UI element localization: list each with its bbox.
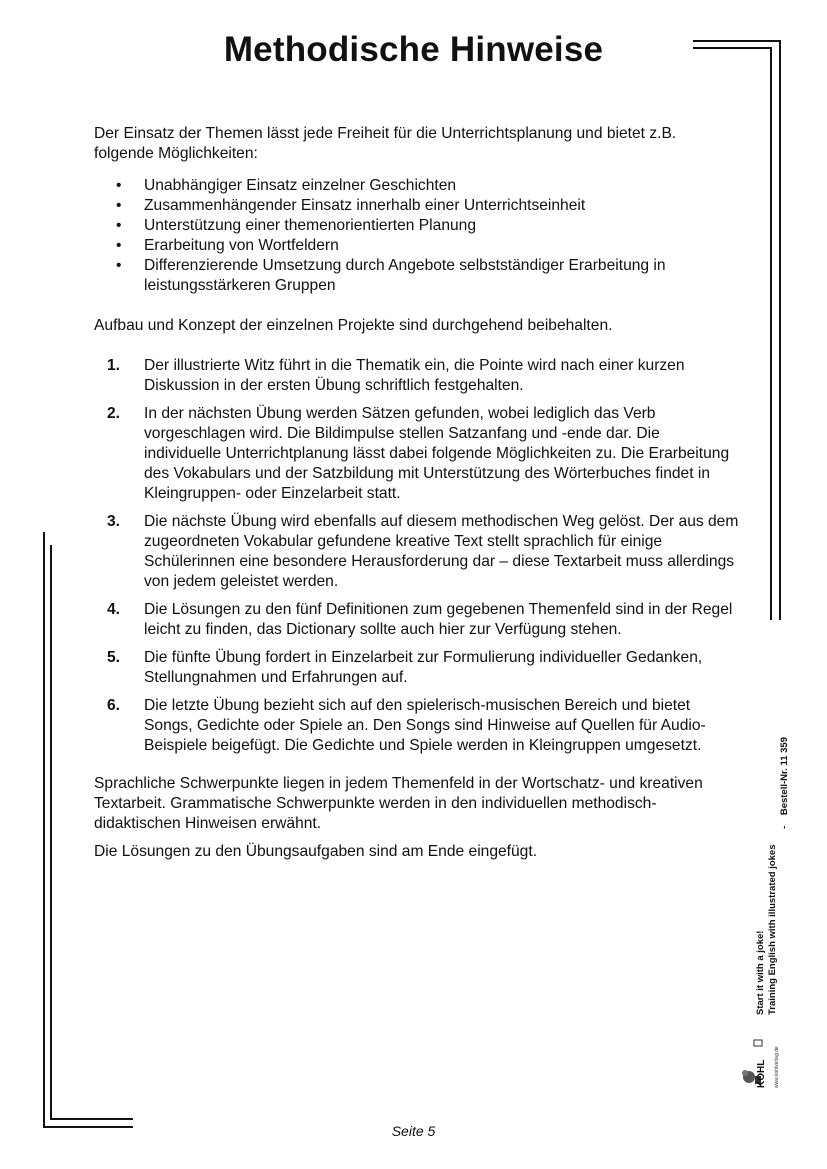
frame-bottom-left-outer-v	[43, 532, 45, 1128]
publisher-logo	[740, 1020, 790, 1090]
step-item	[94, 600, 739, 640]
step-number: 2.	[107, 405, 121, 422]
order-number: Bestell-Nr. 11 359	[779, 737, 790, 816]
possibilities-list	[94, 176, 739, 296]
bullet-icon: •	[116, 217, 122, 234]
frame-top-right-inner-v	[770, 47, 772, 620]
step-text: Die nächste Übung wird ebenfalls auf diesem methodischen Weg gelöst. Der aus dem zugeordneten Vokabular gefundene kreative Text stellt sprachlich für einige Schülerinnen eine besondere Herausforderung dar – diese Textarbeit muss allerdings von jedem geleistet werden.	[144, 513, 739, 590]
step-item	[94, 648, 739, 688]
list-item: • Erarbeitung von Wortfeldern	[116, 237, 339, 254]
step-text: In der nächsten Übung werden Sätzen gefunden, wobei lediglich das Verb vorgeschlagen wird. Die Bildimpulse stellen Satzanfang und -ende dar. Die individuelle Unterrichtplanung lässt dabei folgende Möglichkeiten zu. Die Erarbeitung des Vokabulars und der Satzbildung mit Unterstützung des Wörterbuches findet in Kleingruppen- oder Einzelarbeit statt.	[144, 405, 730, 502]
list-item: • Unabhängiger Einsatz einzelner Geschichten	[116, 177, 457, 194]
structure-paragraph: Aufbau und Konzept der einzelnen Projekte sind durchgehend beibehalten.	[94, 317, 613, 334]
book-subtitle: Training English with illustrated jokes	[767, 844, 778, 1015]
order-number-line	[779, 737, 791, 1015]
publisher-name: KOHL	[756, 1059, 767, 1088]
step-text: Die letzte Übung bezieht sich auf den spielerisch-musischen Bereich und bietet Songs, Gedichte oder Spiele an. Den Songs sind Hinweise auf Quellen für Audio-Beispiele beigefügt. Die Gedichte und Spiele werden in Kleingruppen umgesetzt.	[144, 697, 706, 754]
main-content	[94, 124, 739, 870]
publisher-url: www.kohlverlag.de	[774, 1046, 780, 1088]
bullet-icon: •	[116, 177, 122, 194]
closing-note: Die Lösungen zu den Übungsaufgaben sind am Ende eingefügt.	[94, 843, 538, 860]
intro-paragraph: Der Einsatz der Themen lässt jede Freiheit für die Unterrichtsplanung und bietet z.B. folgende Möglichkeiten:	[94, 125, 677, 162]
list-item: • Unterstützung einer themenorientierten Planung	[116, 217, 477, 234]
page-number: Seite 5	[391, 1123, 436, 1139]
separator: -	[779, 825, 790, 829]
publisher-logo-icon	[740, 1020, 790, 1090]
sidebar-credit	[755, 725, 790, 1015]
step-text: Der illustrierte Witz führt in die Thematik ein, die Pointe wird nach einer kurzen Diskussion in der ersten Übung schriftlich festgehalten.	[144, 357, 685, 394]
step-number: 5.	[107, 649, 121, 666]
closing-paragraph: Sprachliche Schwerpunkte liegen in jedem Themenfeld in der Wortschatz- und kreativen Textarbeit. Grammatische Schwerpunkte werden in den individuellen methodisch-didaktischen Hinweisen erwähnt.	[94, 775, 703, 832]
list-item: • Zusammenhängender Einsatz innerhalb einer Unterrichtseinheit	[116, 197, 586, 214]
bullet-icon: •	[116, 257, 122, 274]
step-item	[94, 356, 739, 396]
step-number: 3.	[107, 513, 121, 530]
frame-bottom-left-inner-h	[50, 1118, 133, 1120]
step-number: 6.	[107, 697, 121, 714]
steps-list	[94, 356, 739, 756]
frame-top-right-outer-v	[779, 40, 781, 620]
bullet-icon: •	[116, 237, 122, 254]
step-number: 4.	[107, 601, 121, 618]
frame-bottom-left-inner-v	[50, 545, 52, 1119]
step-text: Die Lösungen zu den fünf Definitionen zum gegebenen Themenfeld sind in der Regel leicht zu finden, das Dictionary sollte auch hier zur Verfügung stehen.	[144, 601, 733, 638]
step-item	[94, 512, 739, 592]
page-title: Methodische Hinweise	[223, 30, 604, 69]
book-title: Start it with a joke!	[755, 930, 766, 1015]
step-item	[94, 404, 739, 504]
step-number: 1.	[107, 357, 121, 374]
step-text: Die fünfte Übung fordert in Einzelarbeit zur Formulierung individueller Gedanken, Stellungnahmen und Erfahrungen auf.	[144, 649, 703, 686]
step-item	[94, 696, 739, 756]
list-item: • Differenzierende Umsetzung durch Angebote selbstständiger Erarbeitung in leistungsstärkeren Gruppen	[116, 257, 666, 294]
bullet-icon: •	[116, 197, 122, 214]
